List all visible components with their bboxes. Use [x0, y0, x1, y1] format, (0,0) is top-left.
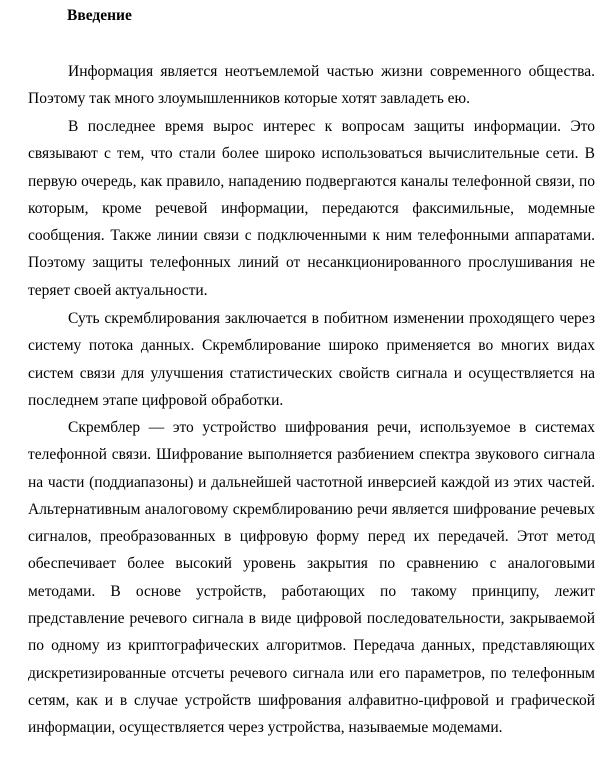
paragraph-1: Информация является неотъемлемой частью жизни современного общества. Поэтому так много злоумышленников которые хотят завладеть ею.	[28, 63, 595, 108]
paragraph-4: Скремблер — это устройство шифрования речи, используемое в системах телефонной связи. Шифрование выполняется разбиением спектра звукового сигнала на части (поддиапазоны) и дальнейшей частотной инверсией каждой из этих частей. Альтернативным аналоговому скремблированию речи является шифрование речевых сигналов, преобразованных в цифровую форму перед их передачей. Этот метод обеспечивает более высокий уровень закрытия по сравнению с аналоговыми методами. В основе устройств, работающих по такому принципу, лежит представление речевого сигнала в виде цифровой последовательности, закрываемой по одному из криптографических алгоритмов. Передача данных, представляющих дискретизированные отсчеты речевого сигнала или его параметров, по телефонным сетям, как и в случае устройств шифрования алфавитно-цифровой и графической информации, осуществляется через устройства, называемые модемами.	[28, 419, 595, 737]
section-heading: Введение	[67, 7, 132, 24]
paragraph-2: В последнее время вырос интерес к вопросам защиты информации. Это связывают с тем, что стали более широко использоваться вычислительные сети. В первую очередь, как правило, нападению подвергаются каналы телефонной связи, по которым, кроме речевой информации, передаются факсимильные, модемные сообщения. Также линии связи с подключенными к ним телефонными аппаратами. Поэтому защиты телефонных линий от несанкционированного прослушивания не теряет своей актуальности.	[28, 118, 595, 299]
paragraph-3: Суть скремблирования заключается в побитном изменении проходящего через систему потока данных. Скремблирование широко применяется во многих видах систем связи для улучшения статистических свойств сигнала и осуществляется на последнем этапе цифровой обработки.	[28, 310, 595, 409]
